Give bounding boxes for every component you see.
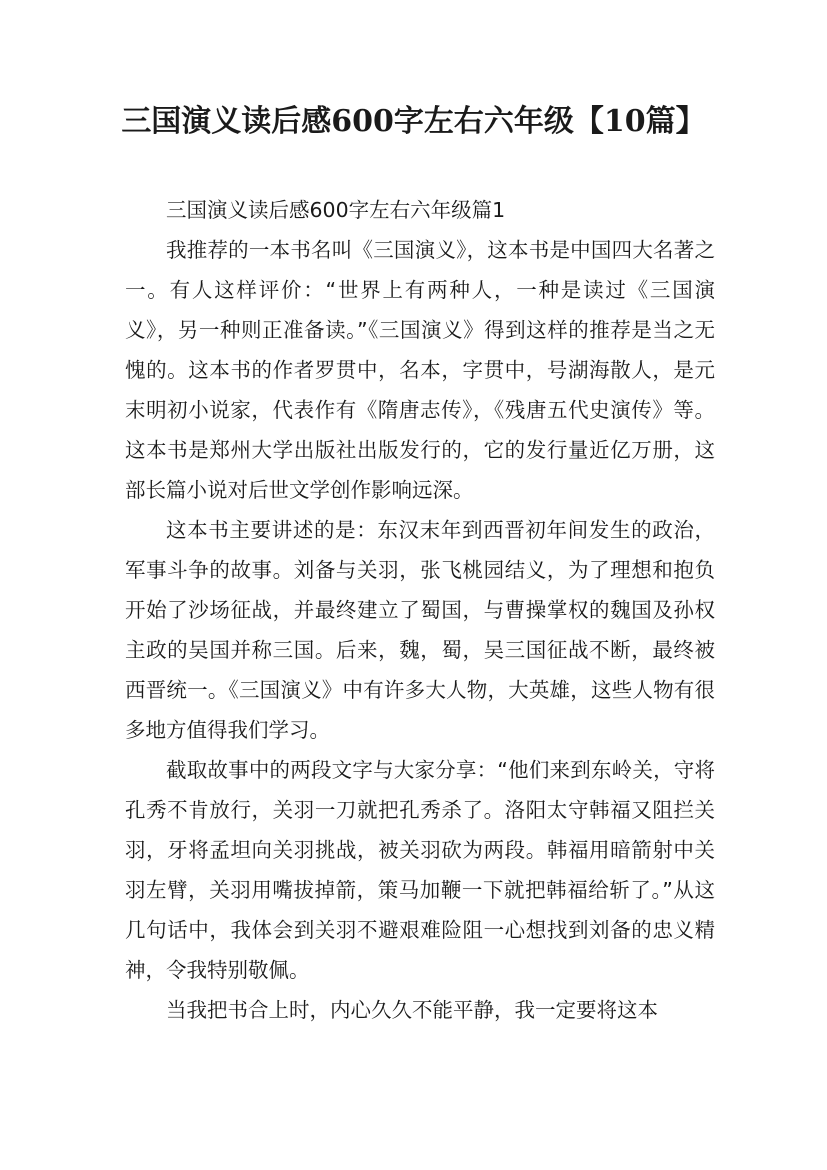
document-title: 三国演义读后感600字左右六年级【10篇】 — [121, 104, 706, 139]
section-heading: 三国演义读后感600字左右六年级篇1 — [166, 198, 506, 222]
paragraph-3: 截取故事中的两段文字与大家分享：“他们来到东岭关，守将孔秀不肯放行，关羽一刀就把孔秀杀了。洛阳太守韩福又阻拦关羽，牙将孟坦向关羽挑战，被关羽砍为两段。韩福用暗箭射中关羽左臂，关羽用嘴拔掉箭，策马加鞭一下就把韩福给斩了。”从这几句话中，我体会到关羽不避艰难险阻一心想找到刘备的忠义精神，令我特别敬佩。 — [125, 758, 715, 982]
paragraph-4: 当我把书合上时，内心久久不能平静，我一定要将这本 — [166, 998, 658, 1022]
paragraph-1: 我推荐的一本书名叫《三国演义》，这本书是中国四大名著之一。有人这样评价：“世界上有两种人，一种是读过《三国演义》，另一种则正准备读。”《三国演义》得到这样的推荐是当之无愧的。这本书的作者罗贯中，名本，字贯中，号湖海散人，是元末明初小说家，代表作有《隋唐志传》，《残唐五代史演传》等。这本书是郑州大学出版社出版发行的，它的发行量近亿万册，这部长篇小说对后世文学创作影响远深。 — [125, 238, 715, 502]
document-body — [125, 190, 715, 1030]
paragraph-2: 这本书主要讲述的是：东汉末年到西晋初年间发生的政治，军事斗争的故事。刘备与关羽，张飞桃园结义，为了理想和抱负开始了沙场征战，并最终建立了蜀国，与曹操掌权的魏国及孙权主政的吴国并称三国。后来，魏，蜀，吴三国征战不断，最终被西晋统一。《三国演义》中有许多大人物，大英雄，这些人物有很多地方值得我们学习。 — [125, 518, 715, 742]
